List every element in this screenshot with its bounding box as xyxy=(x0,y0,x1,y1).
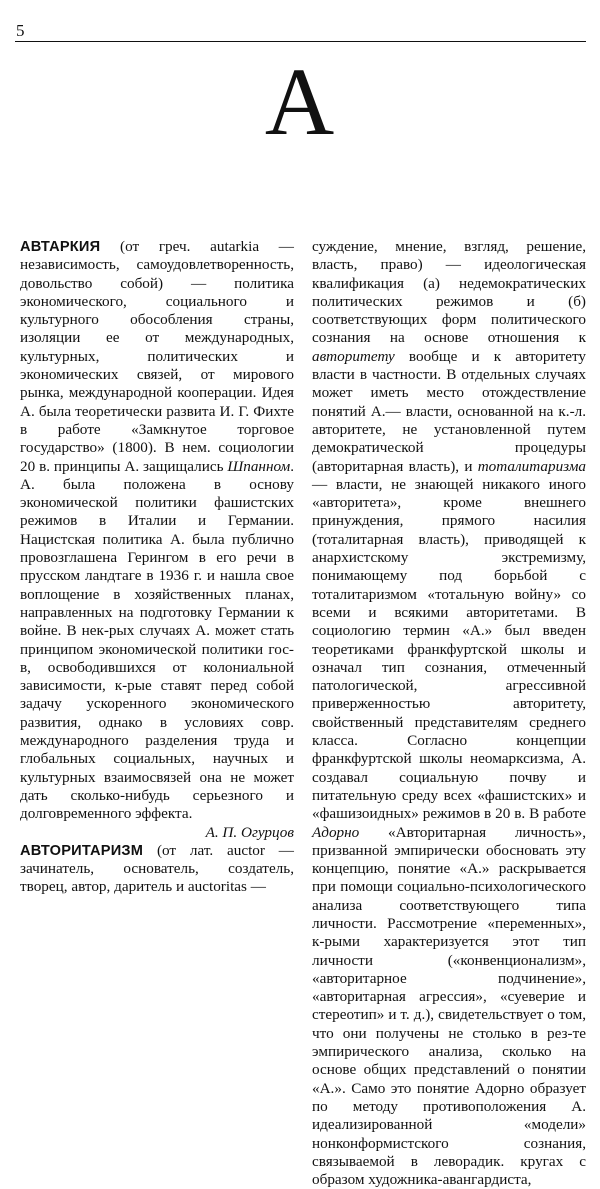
avtarkia-author: А. П. Огурцов xyxy=(205,823,294,841)
avtoritarizm-ref-avtoritet-continued: авторитету xyxy=(312,347,395,365)
avtoritarizm-text-2-continued: вообще и к авторитету власти в частности. В отдельных случаях может иметь место отождествление понятий А.— власти, основанной на к.-л. авторитете, не установленной путем демократической процедуры (авторитарная власть), и xyxy=(312,347,586,475)
article-avtoritarizm-continued xyxy=(312,238,586,1189)
term-avtarkia: АВТАРКИЯ xyxy=(20,239,101,255)
column-left xyxy=(20,238,294,897)
avtarkia-text-1: (от греч. autarkia — независимость, самоудовлетворенность, довольство собой) — политика экономического, социального и культурного обособления страны, изоляции ее от международных, культурных, политических и экономических связей, от мирового рынка, международной кооперации. Идея А. была теоретически развита И. Г. Фихте в работе «Замкнутое торговое государство» (1800). В нем. социологии 20 в. принципы А. защищались xyxy=(20,238,294,475)
article-avtoritarizm xyxy=(20,842,294,897)
avtarkia-ref-shpann: Шпанном xyxy=(227,457,291,475)
avtoritarizm-ref-adorno-continued: Адорно xyxy=(312,823,360,841)
avtoritarizm-text-4-continued: «Авторитарная личность», призванной эмпирически обосновать эту концепцию, понятие «А.» раскрывается при помощи социально-психологического анализа соответствующего типа личности. Рассмотрение «переменных», к-рыми характеризуется этот тип личности («конвенционализм», «авторитарное подчинение», «авторитарная агрессия», «суеверие и стереотип» и т. д.), свидетельствует о том, что они получены не столько в рез-те эмпирического анализа, сколько на основе общих представлений о понятии «А.». Само это понятие Адорно образует по методу противоположения А. идеализированной «модели» нонконформистского сознания, связываемой в леворадик. кругах с образом художника-авангардиста, xyxy=(312,823,586,1189)
header-rule xyxy=(15,41,586,42)
avtarkia-text-2: . А. была положена в основу экономической политики фашистских режимов в Италии и Германии. Нацистская политика А. была публично провозглашена Герингом в его речи в прусском ландтаге в 1936 г. и нашла свое воплощение в хозяйственных планах, направленных на подготовку Германии к войне. В нек-рых случаях А. может стать принципом экономической политики гос-в, освободившихся от колониальной зависимости, к-рые ставят перед собой задачу ускоренного экономического развития, однако в условиях совр. международного разделения труда и глобальных социальных, научных и культурных взаимосвязей она не может дать сколько-нибудь серьезного и долговременного эффекта. xyxy=(20,457,294,823)
avtoritarizm-ref-totalitarizm-continued: тоталитаризма xyxy=(477,457,586,475)
page-number: 5 xyxy=(16,21,25,40)
section-letter: А xyxy=(264,48,336,155)
term-avtoritarizm: АВТОРИТАРИЗМ xyxy=(20,842,144,859)
avtoritarizm-text-3-continued: — власти, не знающей никакого иного «авторитета», кроме внешнего принуждения, прямого насилия (тоталитарная власть), приводящей к анархистскому экстремизму, понимающему под борьбой с тоталитаризмом «тотальную войну» со всеми и всякими авторитетами. В социологию термин «А.» был введен теоретиками франкфуртской школы и означал тип сознания, отмеченный патологической, агрессивной приверженностью авторитету, свойственный представителям среднего класса. Согласно концепции франкфуртской школы неомарксизма, А. создавал социальную почву и питательную среду всех «фашистских» и «фашизоидных» режимов в 20 в. В работе xyxy=(312,475,586,823)
avtoritarizm-text-1: (от лат. auctor — зачинатель, основатель, создатель, творец, автор, даритель и auctoritas — xyxy=(20,841,294,896)
column-right xyxy=(312,238,586,1189)
article-avtarkia xyxy=(20,238,294,824)
avtoritarizm-text-1-continued: суждение, мнение, взгляд, решение, власть, право) — идеологическая квалификация (а) недемократических политических режимов и (б) соответствующих форм политического сознания на основе отношения к xyxy=(312,238,586,347)
